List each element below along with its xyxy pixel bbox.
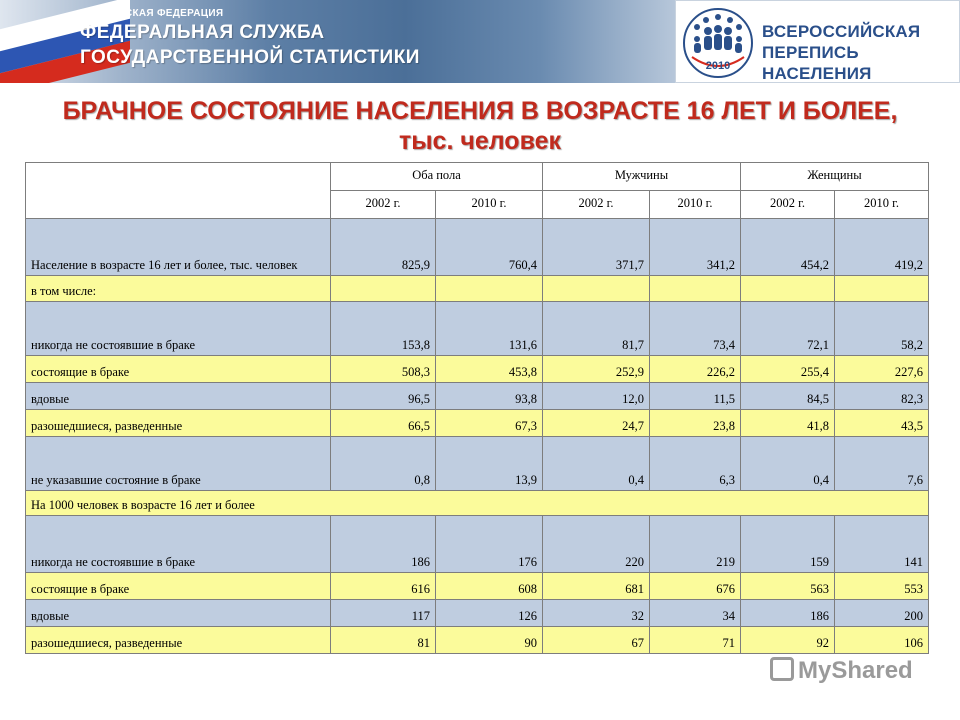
cell-value xyxy=(650,276,741,302)
table-row xyxy=(26,219,929,276)
cell-value: 676 xyxy=(650,573,741,600)
watermark-text: MyShared xyxy=(798,657,913,684)
cell-value: 141 xyxy=(835,516,929,573)
header-corner xyxy=(26,163,331,219)
table-row xyxy=(26,356,929,383)
cell-value: 6,3 xyxy=(650,437,741,491)
cell-value: 419,2 xyxy=(835,219,929,276)
year-header: 2010 г. xyxy=(436,191,543,219)
cell-value: 508,3 xyxy=(331,356,436,383)
group-header-women: Женщины xyxy=(741,163,929,191)
cell-value: 13,9 xyxy=(436,437,543,491)
table-row xyxy=(26,627,929,654)
table-row xyxy=(26,437,929,491)
row-label: разошедшиеся, разведенные xyxy=(26,627,331,654)
cell-value: 7,6 xyxy=(835,437,929,491)
cell-value xyxy=(543,276,650,302)
cell-value: 200 xyxy=(835,600,929,627)
cell-value: 41,8 xyxy=(741,410,835,437)
cell-value: 126 xyxy=(436,600,543,627)
org-name-line1: ФЕДЕРАЛЬНАЯ СЛУЖБА xyxy=(80,22,325,43)
cell-value: 341,2 xyxy=(650,219,741,276)
header-banner xyxy=(0,0,675,83)
page-title-line2: тыс. человек xyxy=(398,127,562,155)
cell-value: 453,8 xyxy=(436,356,543,383)
cell-value: 226,2 xyxy=(650,356,741,383)
row-label: вдовые xyxy=(26,383,331,410)
cell-value: 176 xyxy=(436,516,543,573)
org-country: РОССИЙСКАЯ ФЕДЕРАЦИЯ xyxy=(80,8,224,19)
table-row xyxy=(26,600,929,627)
page-title xyxy=(0,96,960,156)
table-row xyxy=(26,410,929,437)
cell-value: 67,3 xyxy=(436,410,543,437)
cell-value: 0,8 xyxy=(331,437,436,491)
cell-value: 219 xyxy=(650,516,741,573)
cell-value: 72,1 xyxy=(741,302,835,356)
cell-value: 159 xyxy=(741,516,835,573)
org-name-line2: ГОСУДАРСТВЕННОЙ СТАТИСТИКИ xyxy=(80,47,420,68)
table-row xyxy=(26,516,929,573)
cell-value: 84,5 xyxy=(741,383,835,410)
census-title-line1: ВСЕРОССИЙСКАЯ xyxy=(762,22,921,41)
cell-value: 34 xyxy=(650,600,741,627)
cell-value: 825,9 xyxy=(331,219,436,276)
census-people-icon xyxy=(682,5,754,81)
cell-value: 227,6 xyxy=(835,356,929,383)
census-logo-block xyxy=(675,0,960,83)
year-header: 2002 г. xyxy=(543,191,650,219)
cell-value: 681 xyxy=(543,573,650,600)
year-header: 2002 г. xyxy=(741,191,835,219)
row-label: не указавшие состояние в браке xyxy=(26,437,331,491)
table-row xyxy=(26,383,929,410)
cell-value: 92 xyxy=(741,627,835,654)
census-year: 2010 xyxy=(705,60,731,72)
cell-value: 93,8 xyxy=(436,383,543,410)
cell-value: 153,8 xyxy=(331,302,436,356)
cell-value xyxy=(741,276,835,302)
cell-value: 255,4 xyxy=(741,356,835,383)
group-header-both: Оба пола xyxy=(331,163,543,191)
year-header: 2010 г. xyxy=(835,191,929,219)
cell-value: 0,4 xyxy=(543,437,650,491)
cell-value xyxy=(331,276,436,302)
table-row xyxy=(26,276,929,302)
cell-value: 760,4 xyxy=(436,219,543,276)
year-header: 2010 г. xyxy=(650,191,741,219)
row-label: разошедшиеся, разведенные xyxy=(26,410,331,437)
cell-value: 371,7 xyxy=(543,219,650,276)
cell-value: 96,5 xyxy=(331,383,436,410)
census-title xyxy=(762,21,959,84)
cell-value: 23,8 xyxy=(650,410,741,437)
cell-value: 12,0 xyxy=(543,383,650,410)
row-label: Население в возрасте 16 лет и более, тыс. человек xyxy=(26,219,331,276)
cell-value: 81 xyxy=(331,627,436,654)
row-label: никогда не состоявшие в браке xyxy=(26,516,331,573)
marital-status-table xyxy=(25,162,929,654)
cell-value: 58,2 xyxy=(835,302,929,356)
cell-value: 71 xyxy=(650,627,741,654)
cell-value: 252,9 xyxy=(543,356,650,383)
cell-value: 106 xyxy=(835,627,929,654)
cell-value: 82,3 xyxy=(835,383,929,410)
cell-value: 608 xyxy=(436,573,543,600)
table-row xyxy=(26,573,929,600)
cell-value: 186 xyxy=(331,516,436,573)
table-row xyxy=(26,491,929,516)
row-label: в том числе: xyxy=(26,276,331,302)
watermark xyxy=(770,657,913,685)
cell-value xyxy=(436,276,543,302)
cell-value: 32 xyxy=(543,600,650,627)
census-title-line2: ПЕРЕПИСЬ НАСЕЛЕНИЯ xyxy=(762,43,872,83)
row-label: никогда не состоявшие в браке xyxy=(26,302,331,356)
cell-value: 73,4 xyxy=(650,302,741,356)
cell-value xyxy=(835,276,929,302)
cell-value: 66,5 xyxy=(331,410,436,437)
row-label: состоящие в браке xyxy=(26,573,331,600)
cell-value: 43,5 xyxy=(835,410,929,437)
myshared-logo-icon xyxy=(770,657,794,681)
cell-value: 90 xyxy=(436,627,543,654)
row-label: вдовые xyxy=(26,600,331,627)
table-body xyxy=(26,163,929,654)
cell-value: 616 xyxy=(331,573,436,600)
year-header: 2002 г. xyxy=(331,191,436,219)
cell-value: 553 xyxy=(835,573,929,600)
header-row-groups xyxy=(26,163,929,191)
cell-value: 0,4 xyxy=(741,437,835,491)
row-label: На 1000 человек в возрасте 16 лет и более xyxy=(26,491,929,516)
cell-value: 220 xyxy=(543,516,650,573)
page-title-line1: БРАЧНОЕ СОСТОЯНИЕ НАСЕЛЕНИЯ В ВОЗРАСТЕ 16 ЛЕТ И БОЛЕЕ, xyxy=(62,97,898,125)
group-header-men: Мужчины xyxy=(543,163,741,191)
cell-value: 186 xyxy=(741,600,835,627)
cell-value: 454,2 xyxy=(741,219,835,276)
cell-value: 131,6 xyxy=(436,302,543,356)
cell-value: 11,5 xyxy=(650,383,741,410)
cell-value: 24,7 xyxy=(543,410,650,437)
cell-value: 67 xyxy=(543,627,650,654)
row-label: состоящие в браке xyxy=(26,356,331,383)
cell-value: 117 xyxy=(331,600,436,627)
table-row xyxy=(26,302,929,356)
cell-value: 81,7 xyxy=(543,302,650,356)
cell-value: 563 xyxy=(741,573,835,600)
